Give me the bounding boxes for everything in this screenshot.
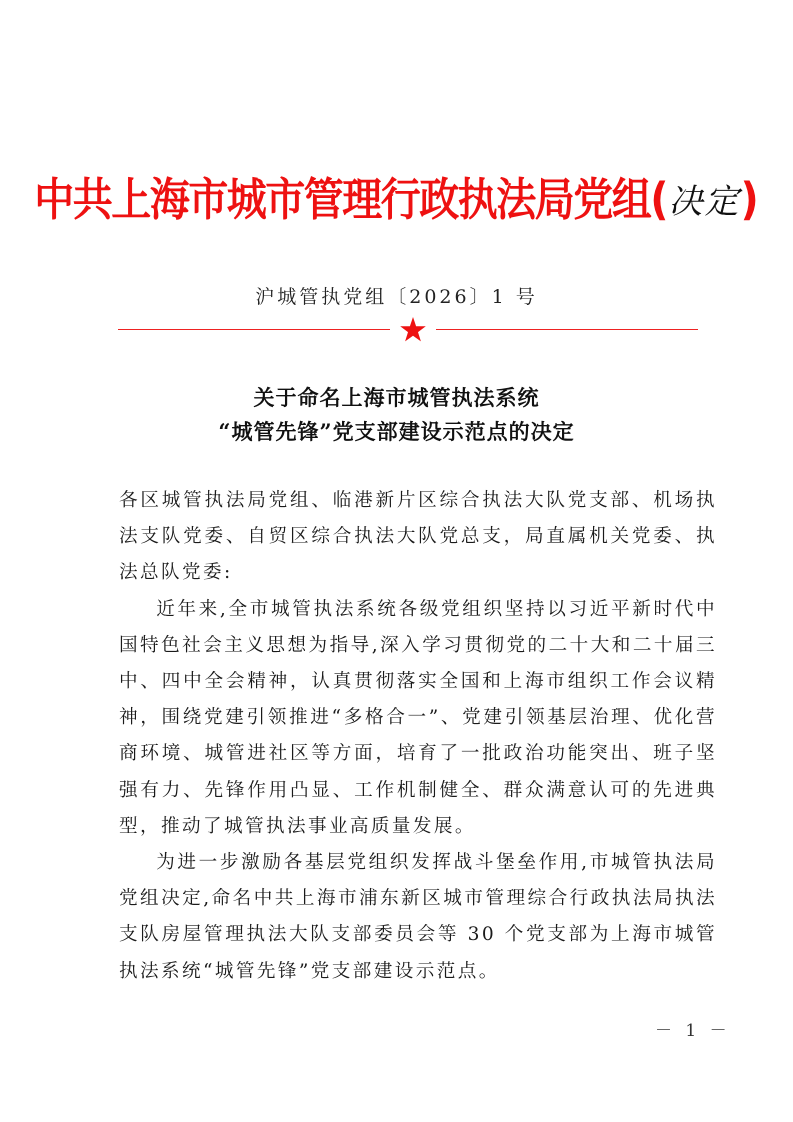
star-icon (399, 316, 427, 344)
document-body (119, 483, 717, 990)
divider-line-left (118, 329, 390, 330)
salutation: 各区城管执法局党组、临港新片区综合执法大队党支部、机场执法支队党委、自贸区综合执法大队党总支，局直属机关党委、执法总队党委: (119, 490, 717, 584)
body-paragraph-2: 为进一步激励各基层党组织发挥战斗堡垒作用,市城管执法局党组决定,命名中共上海市浦东新区城市管理综合行政执法局执法支队房屋管理执法大队支部委员会等 30 个党支部为上海市城管执法系统“城管先锋”党支部建设示范点。 (119, 852, 717, 982)
document-number: 沪城管执党组〔2026〕1 号 (255, 286, 538, 308)
masthead-org-name: 中共上海市城市管理行政执法局党组 (34, 174, 651, 227)
red-divider (118, 316, 698, 346)
masthead-close-paren: ) (740, 174, 759, 226)
document-title (0, 381, 793, 449)
masthead-doc-type: 决定 (668, 182, 741, 222)
masthead (0, 168, 793, 225)
title-line-2: “城管先锋”党支部建设示范点的决定 (218, 419, 575, 444)
body-paragraph-1: 近年来,全市城管执法系统各级党组织坚持以习近平新时代中国特色社会主义思想为指导,深入学习贯彻党的二十大和二十届三中、四中全会精神，认真贯彻落实全国和上海市组织工作会议精神，围绕党建引领推进“多格合一”、党建引领基层治理、优化营商环境、城管进社区等方面，培育了一批政治功能突出、班子坚强有力、先锋作用凸显、工作机制健全、群众满意认可的先进典型，推动了城管执法事业高质量发展。 (119, 598, 717, 837)
divider-line-right (436, 329, 698, 330)
masthead-open-paren: ( (650, 174, 669, 226)
page-number: － 1 － (655, 1021, 731, 1041)
title-line-1: 关于命名上海市城管执法系统 (253, 385, 540, 410)
